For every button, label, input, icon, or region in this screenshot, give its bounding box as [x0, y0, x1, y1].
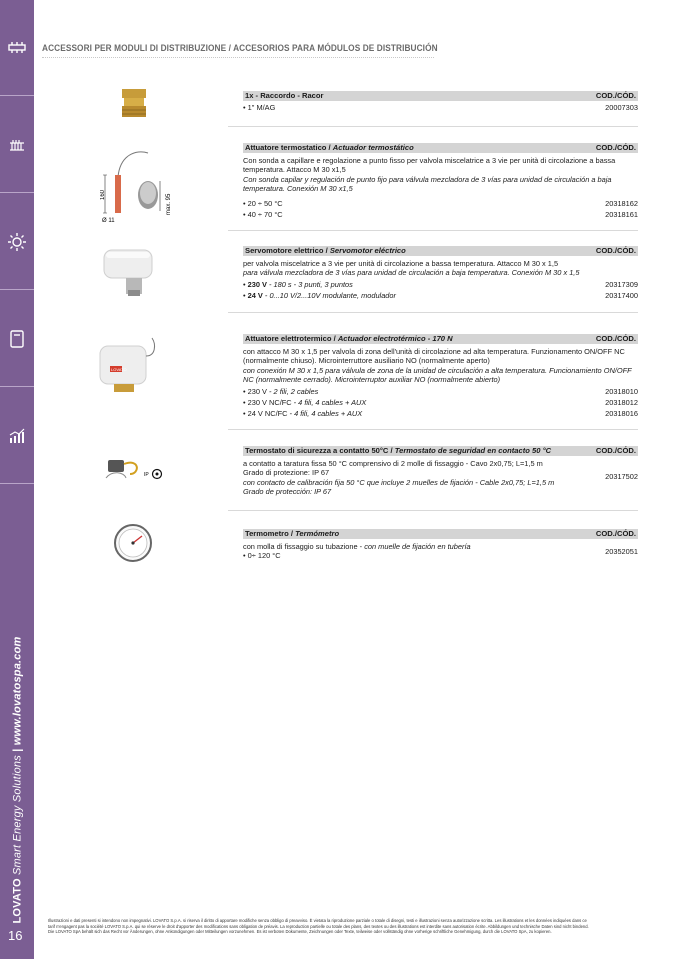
section-divider [42, 57, 434, 58]
radiator-icon [7, 135, 27, 155]
product-title-bar [243, 334, 638, 344]
product-title-bar [243, 143, 638, 153]
product-separator [228, 429, 638, 430]
tab-radiator[interactable] [0, 97, 34, 193]
description-it: Con sonda a capillare e regolazione a punto fisso per valvola miscelatrice a 3 vie per unità di circolazione a bassa temperatura. Attacco M 30 x1,5 [243, 156, 616, 175]
thermometer-image [112, 522, 154, 564]
chart-icon [7, 426, 27, 446]
footer-line: Illustrazioni e dati presenti si intendono non impegnativi. LOVATO S.p.A. si riserva il diritto di apportare modifiche senza obbligo di preavviso. È vietata la riproduzione parziale o totale di disegni, testi e illustrazioni senza autorizzazione scritta. Les illustrations et les données indiquées dans ce [48, 918, 587, 923]
cod-label: COD./CÓD. [595, 91, 636, 101]
legal-footer [48, 918, 638, 935]
row-bullet: • [243, 409, 248, 419]
sidebar [0, 0, 34, 959]
product-safety-thermostat [243, 446, 638, 497]
product-separator [228, 312, 638, 313]
product-description [243, 259, 638, 278]
row-bullet: • [243, 279, 248, 289]
product-row [243, 542, 638, 561]
product-code: 20318010 [605, 386, 638, 396]
description-es: con contacto de calibración fija 50 °C que incluye 2 muelles de fijación - Cable 2x0,75; L=1,5 m Grado de protección: IP 67 [243, 477, 555, 497]
product-code: 20318161 [605, 210, 638, 220]
ip-label: IP [144, 472, 149, 478]
product-title-bar [243, 446, 638, 456]
description-it: con attacco M 30 x 1,5 per valvola di zona dell'unità di circolazione ad alta temperatura. Funzionamento ON/OFF NC (normalmente chiuso). Microinterruttore ausiliario NO (normalmente aperto) [243, 347, 625, 366]
description-it: con molla di fissaggio su tubazione - [243, 542, 365, 551]
boiler-icon [7, 329, 27, 349]
product-code: 20318012 [605, 398, 638, 408]
product-row [243, 103, 638, 112]
product-title: Servomotore elettrico / [245, 246, 330, 256]
product-separator [228, 510, 638, 511]
row-bullet: • [243, 198, 248, 208]
electrothermal-actuator-image [90, 334, 160, 402]
product-code: 20317309 [605, 279, 638, 289]
footer-line: Die LOVATO SpA behält sich das Recht vor Änderungen, ohne Ankündigungen oder Mitteilungen vorzunehmen. Es ist verboten Dokumente, Zeichnungen oder Texte, teilweise oder vollständig ohne vorherige schriftliche Genehmigung, durch die LOVATO SpA, zu kopieren. [48, 929, 552, 935]
row-main: 20 ÷ 50 °C [247, 198, 283, 208]
product-separator [228, 126, 638, 127]
product-code: 20317400 [605, 291, 638, 301]
product-row [243, 398, 638, 407]
description-es: con conexión M 30 x 1,5 para válvula de zona de la unidad de circulación a alta temperatura. Funcionamiento ON/OFF NC (normalmente cerrado). Microinterruptor auxiliar NO (normalmente abierto) [243, 365, 632, 385]
product-title: Termometro / [245, 529, 296, 539]
product-title: 1x - Raccordo - Racor [245, 91, 324, 101]
row-bullet: • [243, 386, 248, 396]
row-main: 230 V [247, 386, 267, 396]
product-row [243, 210, 638, 219]
section-title: ACCESSORI PER MODULI DI DISTRIBUZIONE / ACCESORIOS PARA MÓDULOS DE DISTRIBUCIÓN [42, 43, 438, 53]
row-main: 230 V [247, 279, 267, 289]
cod-label: COD./CÓD. [595, 246, 636, 256]
product-title: Termostato di sicurezza a contatto 50°C / [245, 446, 395, 456]
product-code: 20317502 [605, 471, 638, 481]
safety-thermostat-image [100, 448, 170, 484]
product-description [243, 459, 558, 497]
product-row [243, 387, 638, 396]
dim-max: max. 95 [166, 193, 172, 215]
product-title: Attuatore termostatico / [245, 143, 333, 153]
description-it: a contatto a taratura fissa 50 °C comprensivo di 2 molle di fissaggio - Cavo 2x0,75; L=1,5 m Grado di protezione: IP 67 [243, 459, 543, 478]
product-title-bar [243, 246, 638, 256]
product-servomotor [243, 246, 638, 301]
fitting-image [118, 86, 150, 120]
tab-solar[interactable] [0, 194, 34, 290]
manifold-icon [7, 38, 27, 58]
product-row [243, 456, 638, 497]
row-main: 0÷ 120 °C [247, 551, 281, 561]
product-title-es: Servomotor eléctrico [329, 246, 406, 256]
cod-label: COD./CÓD. [595, 143, 636, 153]
product-separator [228, 230, 638, 231]
tab-boiler[interactable] [0, 291, 34, 387]
dim-diameter: Ø 11 [102, 218, 115, 224]
brand-tagline: Smart Energy Solutions [11, 755, 23, 876]
product-fitting [243, 91, 638, 112]
product-title: Attuatore elettrotermico / [245, 334, 338, 344]
product-row [243, 291, 638, 300]
description-es: con muelle de fijación en tubería [364, 542, 471, 551]
servomotor-image [96, 240, 166, 300]
cod-label: COD./CÓD. [595, 446, 636, 456]
tab-manifold[interactable] [0, 0, 34, 96]
row-sub: - 0...10 V/2...10V modulante, modulador [262, 291, 396, 301]
page-number: 16 [8, 928, 23, 943]
product-thermometer [243, 529, 638, 561]
product-thermostatic-actuator [243, 143, 638, 219]
row-main: 230 V NC/FC [247, 398, 292, 408]
product-title-es: Termostato de seguridad en contacto 50 °C [394, 446, 552, 456]
description-it: per valvola miscelatrice a 3 vie per unità di circolazione a bassa temperatura. Attacco M 30 x 1,5 [243, 259, 559, 268]
brand-url[interactable]: www.lovatospa.com [11, 636, 23, 746]
product-row [243, 280, 638, 289]
sun-icon [7, 232, 27, 252]
product-code: 20007303 [605, 103, 638, 112]
product-description [243, 347, 638, 385]
product-row [243, 199, 638, 208]
product-row [243, 409, 638, 418]
row-bullet: • [243, 551, 248, 561]
row-sub: - 180 s - 3 punti, 3 puntos [266, 279, 353, 289]
product-title-es: Termómetro [295, 529, 340, 539]
row-bullet: • [243, 291, 248, 301]
product-title-bar [243, 529, 638, 539]
row-sub: - 4 fili, 4 cables + AUX [291, 398, 367, 408]
product-code: 20318162 [605, 198, 638, 208]
sidebar-brand-line [4, 636, 30, 924]
dim-height: 160 [100, 189, 106, 200]
row-bullet: • [243, 103, 248, 112]
description-es: para válvula mezcladora de 3 vías para unidad de circulación a baja temperatura. Conexión M 30 x 1,5 [243, 268, 580, 278]
cod-label: COD./CÓD. [595, 334, 636, 344]
row-main: 1" M/AG [247, 103, 276, 112]
brand-name: LOVATO [11, 878, 23, 924]
description-es: Con sonda capilar y regulación de punto fijo para válvula mezcladora de 3 vías para unidad de circulación a baja temperatura. Conexión M 30 x1,5 [243, 174, 612, 194]
product-electrothermal-actuator [243, 334, 638, 419]
row-sub: - 2 fili, 2 cables [266, 386, 319, 396]
brand-separator: | [11, 748, 23, 752]
row-main: 24 V [247, 291, 263, 301]
product-description [243, 156, 638, 194]
row-sub: - 4 fili, 4 cables + AUX [287, 409, 363, 419]
row-bullet: • [243, 398, 248, 408]
row-main: 40 ÷ 70 °C [247, 210, 283, 220]
thermostatic-actuator-drawing [100, 145, 180, 225]
cod-label: COD./CÓD. [595, 529, 636, 539]
product-title-es: Actuador electrotérmico - 170 N [337, 334, 453, 344]
footer-line: tarif n'engagent pas la société LOVATO S.p.A. qui se réserve le droit d'apporter des modifications sans obligation de préavis. La reproduction partielle ou totale des plans, des textes ou des illustrations est interdite sans autorisation écrite. Abbildungen und technische Daten sind nicht bindend. [48, 923, 589, 929]
row-main: 24 V NC/FC [247, 409, 288, 419]
product-title-bar [243, 91, 638, 101]
product-code: 20352051 [605, 546, 638, 556]
row-bullet: • [243, 210, 248, 220]
lovato-logo: LOVATO [111, 367, 127, 372]
tab-performance[interactable] [0, 388, 34, 484]
product-code: 20318016 [605, 409, 638, 419]
product-title-es: Actuador termostático [332, 143, 414, 153]
